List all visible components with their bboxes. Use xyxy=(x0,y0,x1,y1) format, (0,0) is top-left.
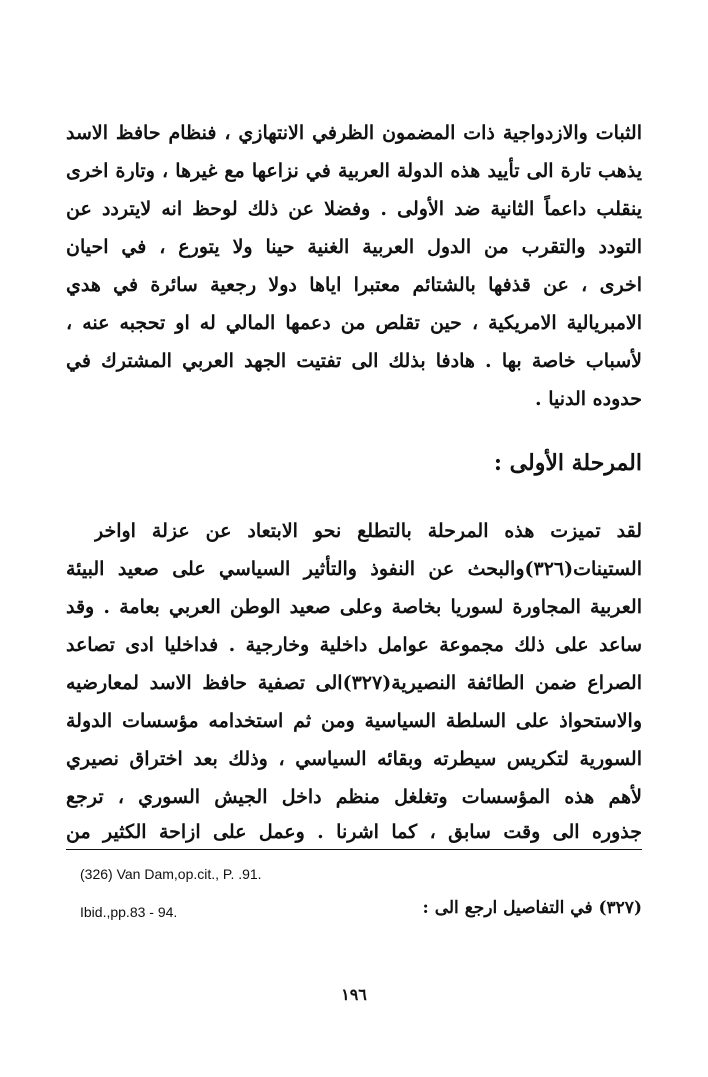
paragraph-2-line-5: الصراع ضمن الطائفة النصيرية(٣٢٧)الى تصفية حافظ الاسد لمعارضيه xyxy=(66,672,642,694)
paragraph-2-line-3: العربية المجاورة لسوريا بخاصة وعلى صعيد الوطن العربي بعامة . وقد xyxy=(66,596,642,618)
paragraph-1-line-5: اخرى ، عن قذفها بالشتائم معتبرا اياها دولا رجعية سائرة في هدي xyxy=(66,274,642,296)
paragraph-1-line-1: الثبات والازدواجية ذات المضمون الظرفي الانتهازي ، فنظام حافظ الاسد xyxy=(66,122,642,144)
paragraph-1-line-8: حدوده الدنيا . xyxy=(534,388,642,410)
paragraph-2-line-4: ساعد على ذلك مجموعة عوامل داخلية وخارجية . فداخليا ادى تصاعد xyxy=(66,634,642,656)
footnote-separator xyxy=(66,849,642,850)
paragraph-1-line-3: ينقلب داعماً الثانية ضد الأولى . وفضلا عن ذلك لوحظ انه لايتردد عن xyxy=(66,198,642,220)
paragraph-1-line-6: الامبريالية الامريكية ، حين تقلص من دعمها المالي له او تحجبه عنه ، xyxy=(66,312,642,334)
page-number: ١٩٦ xyxy=(341,985,367,1004)
footnote-327-source: Ibid.,pp.83 - 94. xyxy=(80,904,178,920)
paragraph-2-line-6: والاستحواذ على السلطة السياسية ومن ثم استخدامه مؤسسات الدولة xyxy=(66,710,642,732)
footnote-326: (326) Van Dam,op.cit., P. .91. xyxy=(80,866,262,882)
paragraph-1-line-4: التودد والتقرب من الدول العربية الغنية حينا ولا يتورع ، في احيان xyxy=(66,236,642,258)
paragraph-2-line-8: لأهم هذه المؤسسات وتغلغل منظم داخل الجيش السوري ، ترجع xyxy=(66,786,642,808)
paragraph-2-line-2: الستينات(٣٢٦)والبحث عن النفوذ والتأثير السياسي على صعيد البيئة xyxy=(66,558,642,580)
paragraph-2-line-1: لقد تميزت هذه المرحلة بالتطلع نحو الابتعاد عن عزلة اواخر xyxy=(94,520,642,542)
paragraph-1-line-7: لأسباب خاصة بها . هادفا بذلك الى تفتيت الجهد العربي المشترك في xyxy=(66,350,642,372)
footnote-327: (٣٢٧) في التفاصيل ارجع الى : xyxy=(422,898,642,918)
section-heading: المرحلة الأولى : xyxy=(493,450,642,476)
paragraph-2-line-9: جذوره الى وقت سابق ، كما اشرنا . وعمل على ازاحة الكثير من xyxy=(66,821,642,843)
paragraph-1-line-2: يذهب تارة الى تأييد هذه الدولة العربية في نزاعها مع غيرها ، وتارة اخرى xyxy=(66,160,642,182)
paragraph-2-line-7: السورية لتكريس سيطرته وبقائه السياسي ، وذلك بعد اختراق نصيري xyxy=(66,748,642,770)
